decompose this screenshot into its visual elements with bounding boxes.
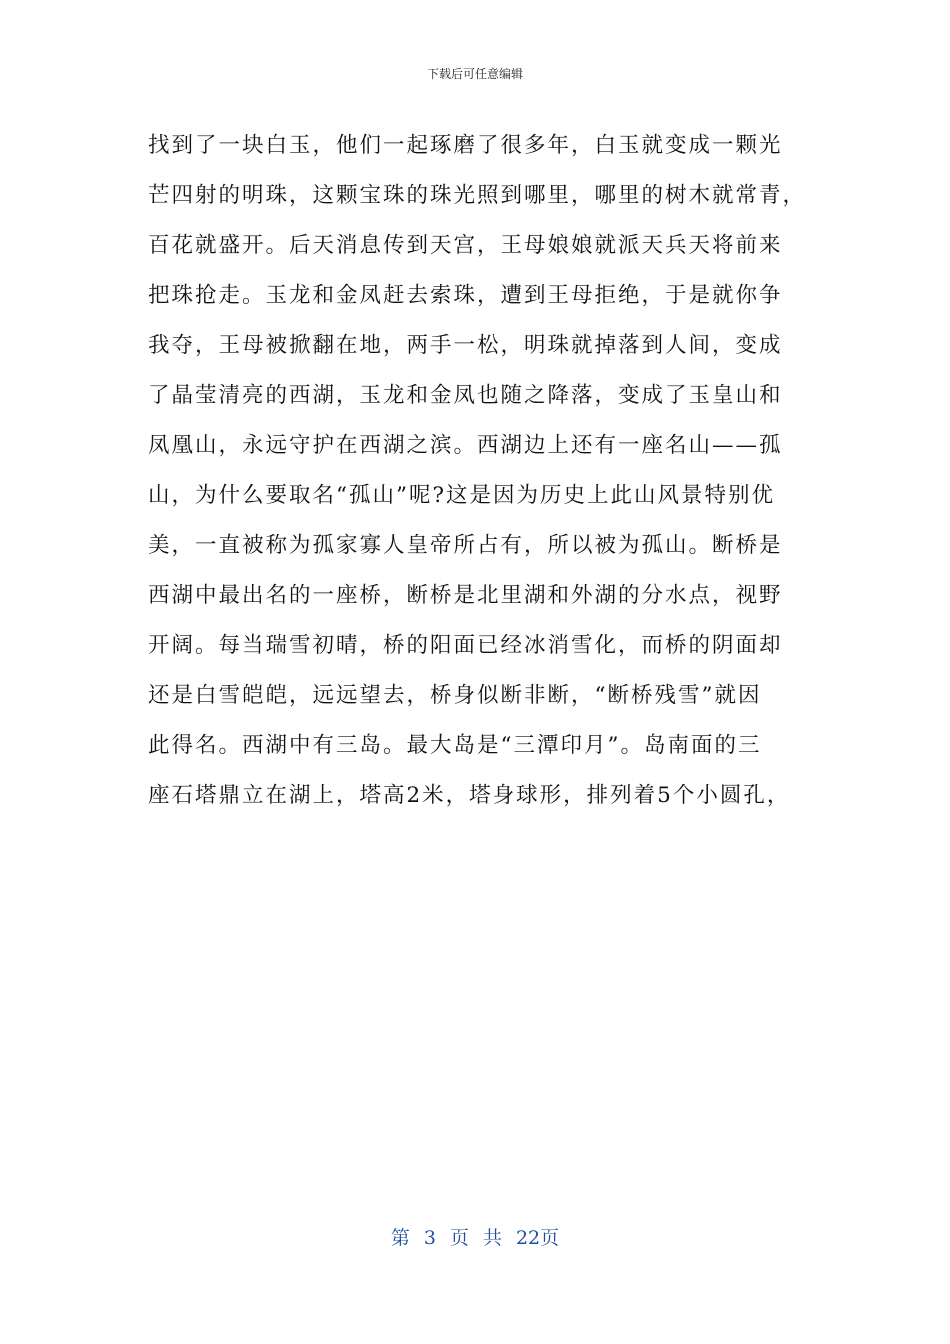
text-line-6: 了晶莹清亮的西湖，玉龙和金凤也随之降落，变成了玉皇山和 <box>148 383 783 408</box>
footer-prefix: 第 <box>390 1227 410 1249</box>
footer-current-page: 3 <box>423 1227 436 1249</box>
text-line-7: 凤凰山，永远守护在西湖之滨。西湖边上还有一座名山——孤 <box>148 433 783 458</box>
body-text <box>148 124 818 824</box>
text-line-8: 山，为什么要取名“孤山”呢?这是因为历史上此山风景特别优 <box>148 483 776 508</box>
footer-suffix: 页 <box>540 1227 560 1249</box>
text-line-9: 美，一直被称为孤家寡人皇帝所占有，所以被为孤山。断桥是 <box>148 533 783 558</box>
text-line-4: 把珠抢走。玉龙和金凤赶去索珠，遭到王母拒绝，于是就你争 <box>148 283 783 308</box>
page-footer <box>0 1226 950 1250</box>
footer-page-word: 页 <box>449 1227 469 1249</box>
page-header <box>0 66 950 82</box>
text-line-5: 我夺，王母被掀翻在地，两手一松，明珠就掉落到人间，变成 <box>148 333 783 358</box>
footer-total-word: 共 <box>482 1227 502 1249</box>
text-line-11: 开阔。每当瑞雪初晴，桥的阳面已经冰消雪化，而桥的阴面却 <box>148 633 783 658</box>
footer-total-pages: 22 <box>515 1227 541 1249</box>
text-line-13: 此得名。西湖中有三岛。最大岛是“三潭印月”。岛南面的三 <box>148 733 762 758</box>
text-line-10: 西湖中最出名的一座桥，断桥是北里湖和外湖的分水点，视野 <box>148 583 783 608</box>
text-line-12: 还是白雪皑皑，远远望去，桥身似断非断，“断桥残雪”就因 <box>148 683 762 708</box>
text-line-2: 芒四射的明珠，这颗宝珠的珠光照到哪里，哪里的树木就常青， <box>148 183 807 208</box>
text-line-3: 百花就盛开。后天消息传到天宫，王母娘娘就派天兵天将前来 <box>148 233 783 258</box>
text-line-14: 座石塔鼎立在湖上，塔高2米，塔身球形，排列着5个小圆孔， <box>148 783 791 808</box>
text-line-1: 找到了一块白玉，他们一起琢磨了很多年，白玉就变成一颗光 <box>148 133 783 158</box>
header-note: 下载后可任意编辑 <box>426 67 523 81</box>
